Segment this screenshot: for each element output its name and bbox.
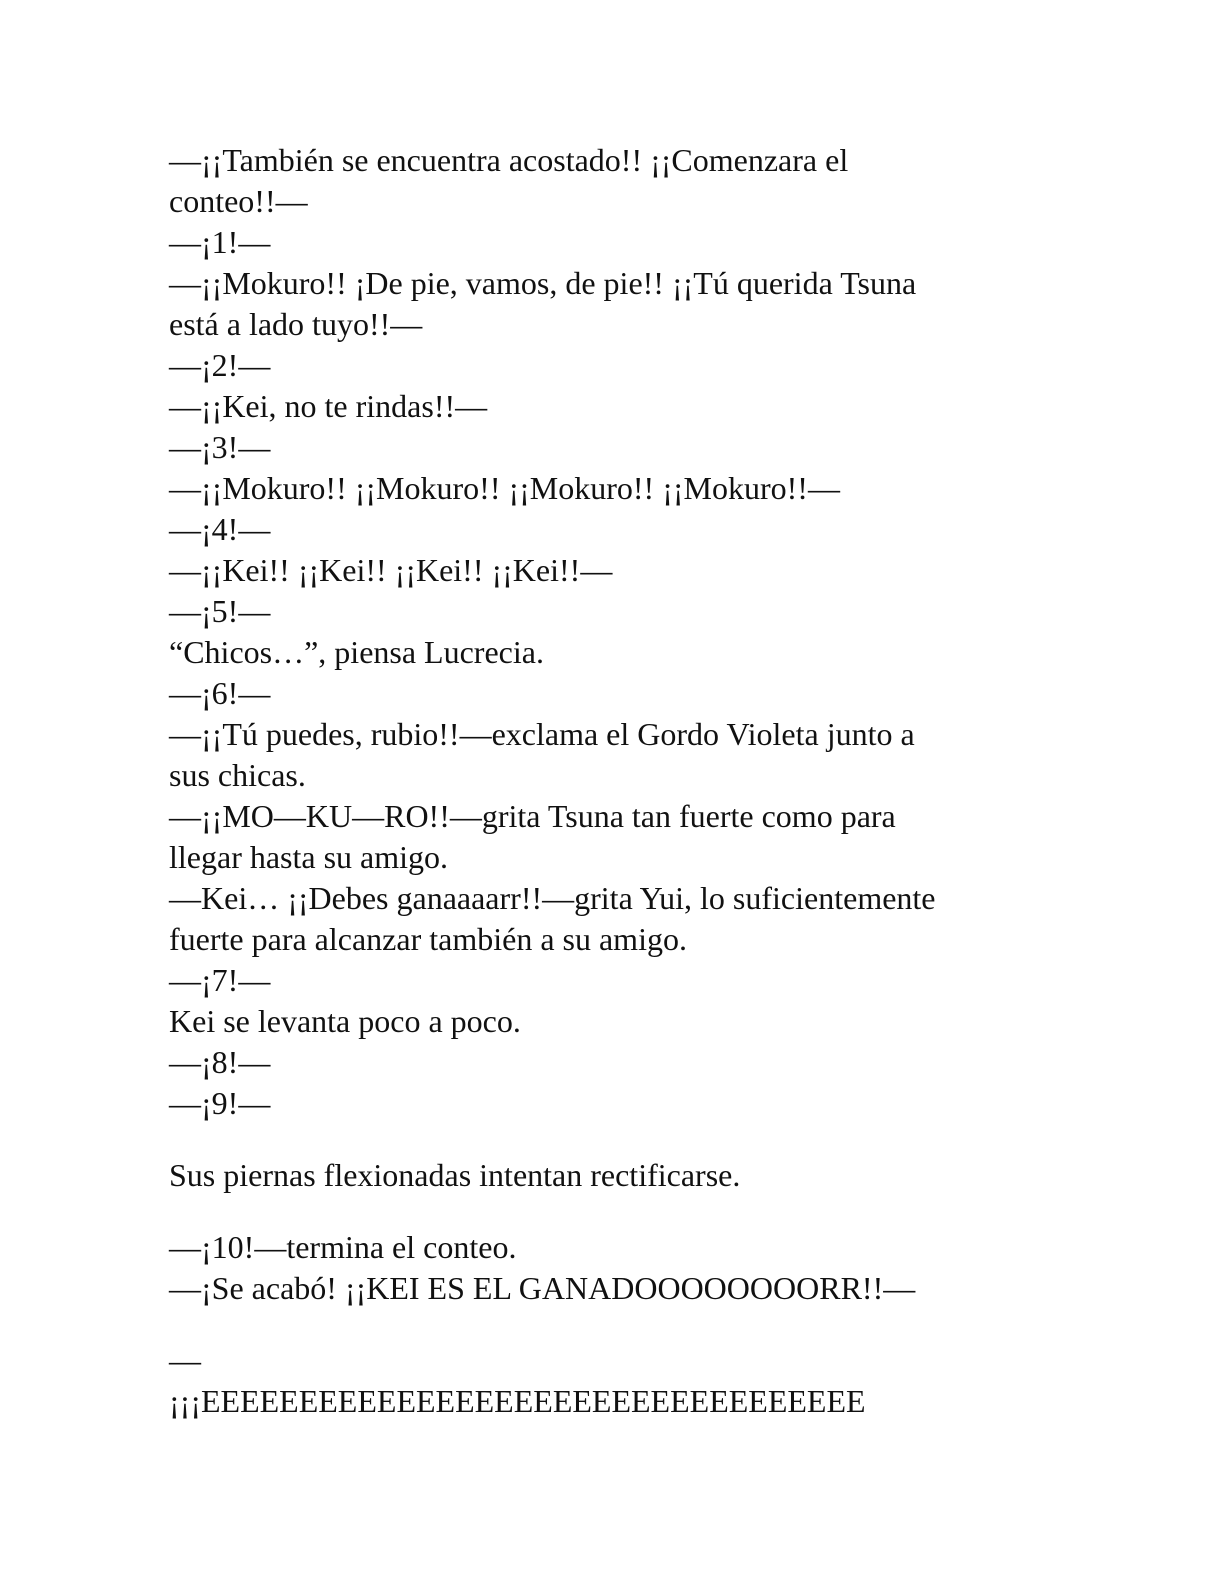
text-line: —¡Se acabó! ¡¡KEI ES EL GANADOOOOOOOORR!!— (169, 1270, 916, 1306)
text-line: conteo!!— (169, 183, 308, 219)
text-line: —¡¡Kei, no te rindas!!— (169, 388, 488, 424)
text-line: —¡¡También se encuentra acostado!! ¡¡Comenzara el (169, 142, 849, 178)
text-line: “Chicos…”, piensa Lucrecia. (169, 634, 544, 670)
text-line: Kei se levanta poco a poco. (169, 1003, 521, 1039)
text-line: —¡¡Mokuro!! ¡¡Mokuro!! ¡¡Mokuro!! ¡¡Mokuro!!— (169, 470, 840, 506)
text-line: está a lado tuyo!!— (169, 306, 423, 342)
text-line: —¡1!— (169, 224, 271, 260)
text-line: —¡7!— (169, 962, 271, 998)
text-line: llegar hasta su amigo. (169, 839, 449, 875)
text-line: Sus piernas flexionadas intentan rectificarse. (169, 1157, 741, 1193)
text-line: sus chicas. (169, 757, 306, 793)
paragraph-gap (169, 1309, 1049, 1340)
text-line: —¡¡Tú puedes, rubio!!—exclama el Gordo Violeta junto a (169, 716, 915, 752)
paragraph-gap (169, 1124, 1049, 1155)
text-line: fuerte para alcanzar también a su amigo. (169, 921, 687, 957)
text-line: —¡3!— (169, 429, 271, 465)
text-line: —¡10!—termina el conteo. (169, 1229, 517, 1265)
body-text (169, 140, 1049, 1422)
text-line: —¡¡Mokuro!! ¡De pie, vamos, de pie!! ¡¡Tú querida Tsuna (169, 265, 917, 301)
text-line: —¡5!— (169, 593, 271, 629)
text-line: —¡8!— (169, 1044, 271, 1080)
text-line: ¡¡¡EEEEEEEEEEEEEEEEEEEEEEEEEEEEEEEEEE (169, 1383, 866, 1419)
text-line: —Kei… ¡¡Debes ganaaaarr!!—grita Yui, lo suficientemente (169, 880, 936, 916)
text-line: —¡¡MO—KU—RO!!—grita Tsuna tan fuerte como para (169, 798, 896, 834)
text-line: —¡¡Kei!! ¡¡Kei!! ¡¡Kei!! ¡¡Kei!!— (169, 552, 613, 588)
text-line: —¡2!— (169, 347, 271, 383)
text-line: —¡4!— (169, 511, 271, 547)
text-line: —¡9!— (169, 1085, 271, 1121)
text-line: —¡6!— (169, 675, 271, 711)
text-line: — (169, 1342, 201, 1378)
paragraph-gap (169, 1196, 1049, 1227)
